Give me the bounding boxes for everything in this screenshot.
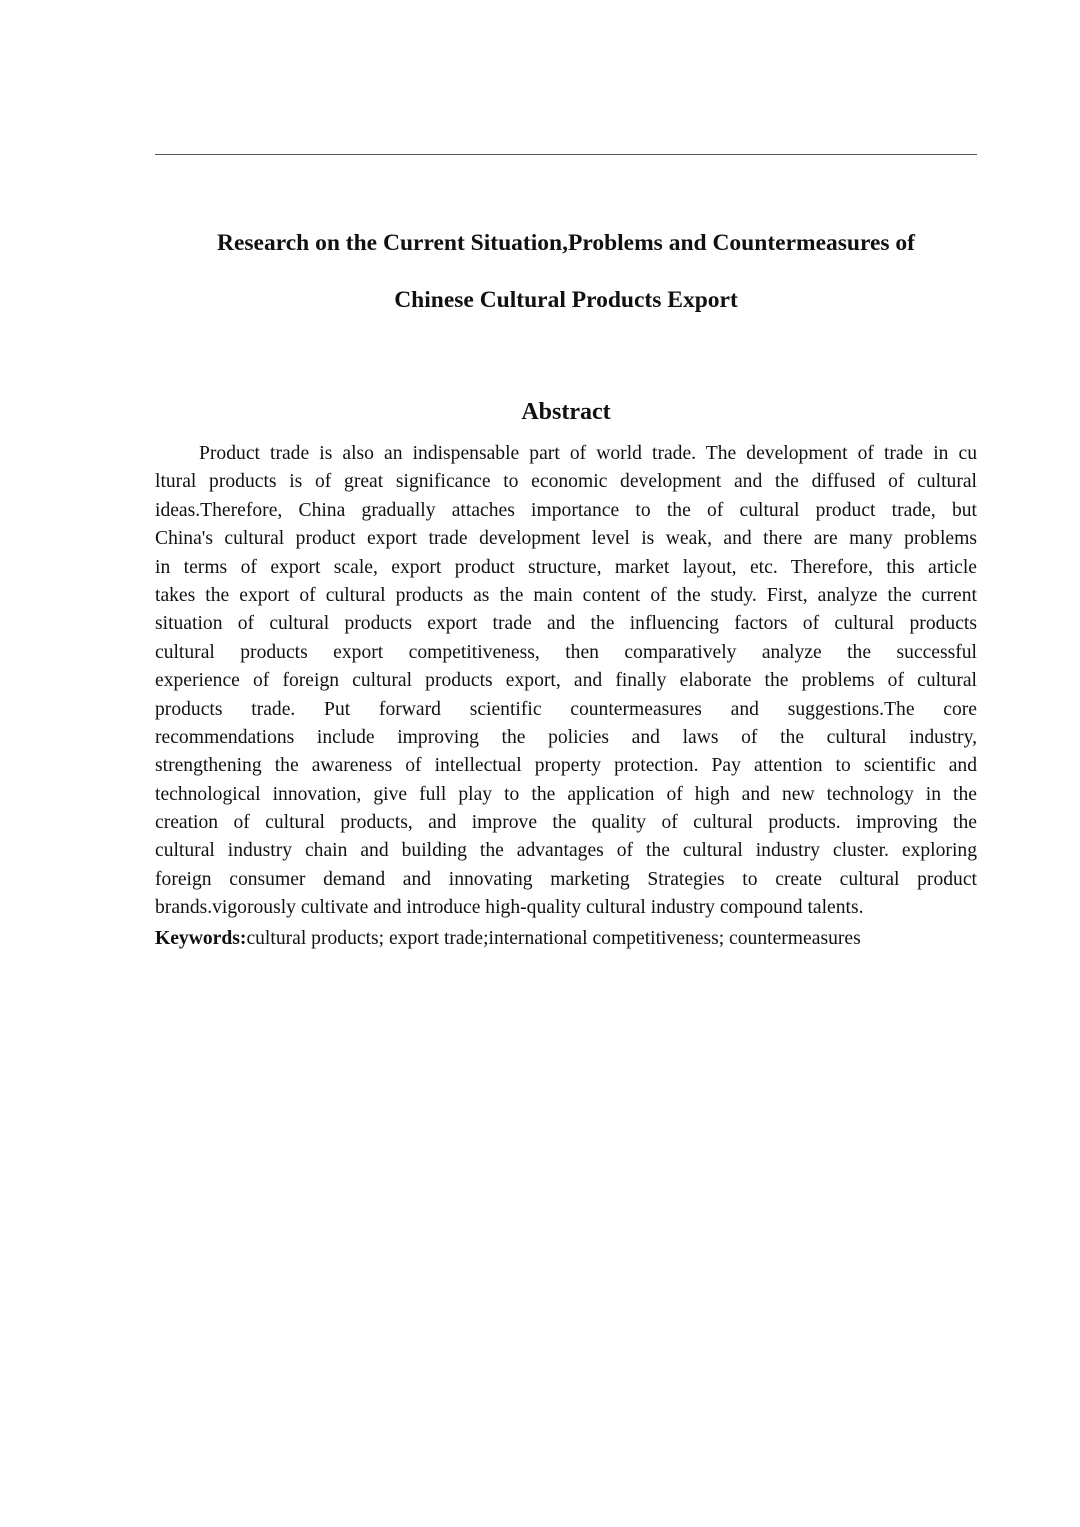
abstract-line: situation of cultural products export trade and the influencing factors of cultural products — [155, 613, 977, 635]
abstract-line: ideas.Therefore, China gradually attaches importance to the of cultural product trade, but — [155, 499, 977, 521]
abstract-line: experience of foreign cultural products export, and finally elaborate the problems of cultural — [155, 670, 977, 692]
keywords-text: cultural products; export trade;international competitiveness; countermeasures — [246, 928, 861, 949]
abstract-line: takes the export of cultural products as the main content of the study. First, analyze the current — [155, 584, 977, 606]
abstract-body — [155, 440, 977, 923]
abstract-line: Product trade is also an indispensable part of world trade. The development of trade in cu — [199, 443, 977, 464]
abstract-line: in terms of export scale, export product structure, market layout, etc. Therefore, this article — [155, 556, 977, 578]
abstract-line: cultural industry chain and building the advantages of the cultural industry cluster. exploring — [155, 840, 977, 862]
abstract-line: ltural products is of great significance to economic development and the diffused of cultural — [155, 471, 977, 493]
header-rule — [155, 154, 977, 155]
paper-title-line-1: Research on the Current Situation,Problems and Countermeasures of — [216, 230, 916, 256]
abstract-heading: Abstract — [521, 399, 611, 425]
abstract-line: strengthening the awareness of intellectual property protection. Pay attention to scientific and — [155, 755, 977, 777]
abstract-line: brands.vigorously cultivate and introduce high-quality cultural industry compound talents. — [155, 897, 864, 919]
paper-title-line-2: Chinese Cultural Products Export — [394, 287, 738, 313]
keywords-line — [155, 925, 977, 953]
abstract-line: China's cultural product export trade development level is weak, and there are many problems — [155, 528, 977, 550]
abstract-line: recommendations include improving the policies and laws of the cultural industry, — [155, 726, 977, 748]
abstract-line: creation of cultural products, and improve the quality of cultural products. improving the — [155, 812, 977, 834]
abstract-line: products trade. Put forward scientific countermeasures and suggestions.The core — [155, 698, 977, 720]
abstract-line: cultural products export competitiveness, then comparatively analyze the successful — [155, 641, 977, 663]
abstract-line: technological innovation, give full play to the application of high and new technology in the — [155, 783, 977, 805]
abstract-line: foreign consumer demand and innovating marketing Strategies to create cultural product — [155, 868, 977, 890]
keywords-label: Keywords: — [155, 928, 247, 949]
